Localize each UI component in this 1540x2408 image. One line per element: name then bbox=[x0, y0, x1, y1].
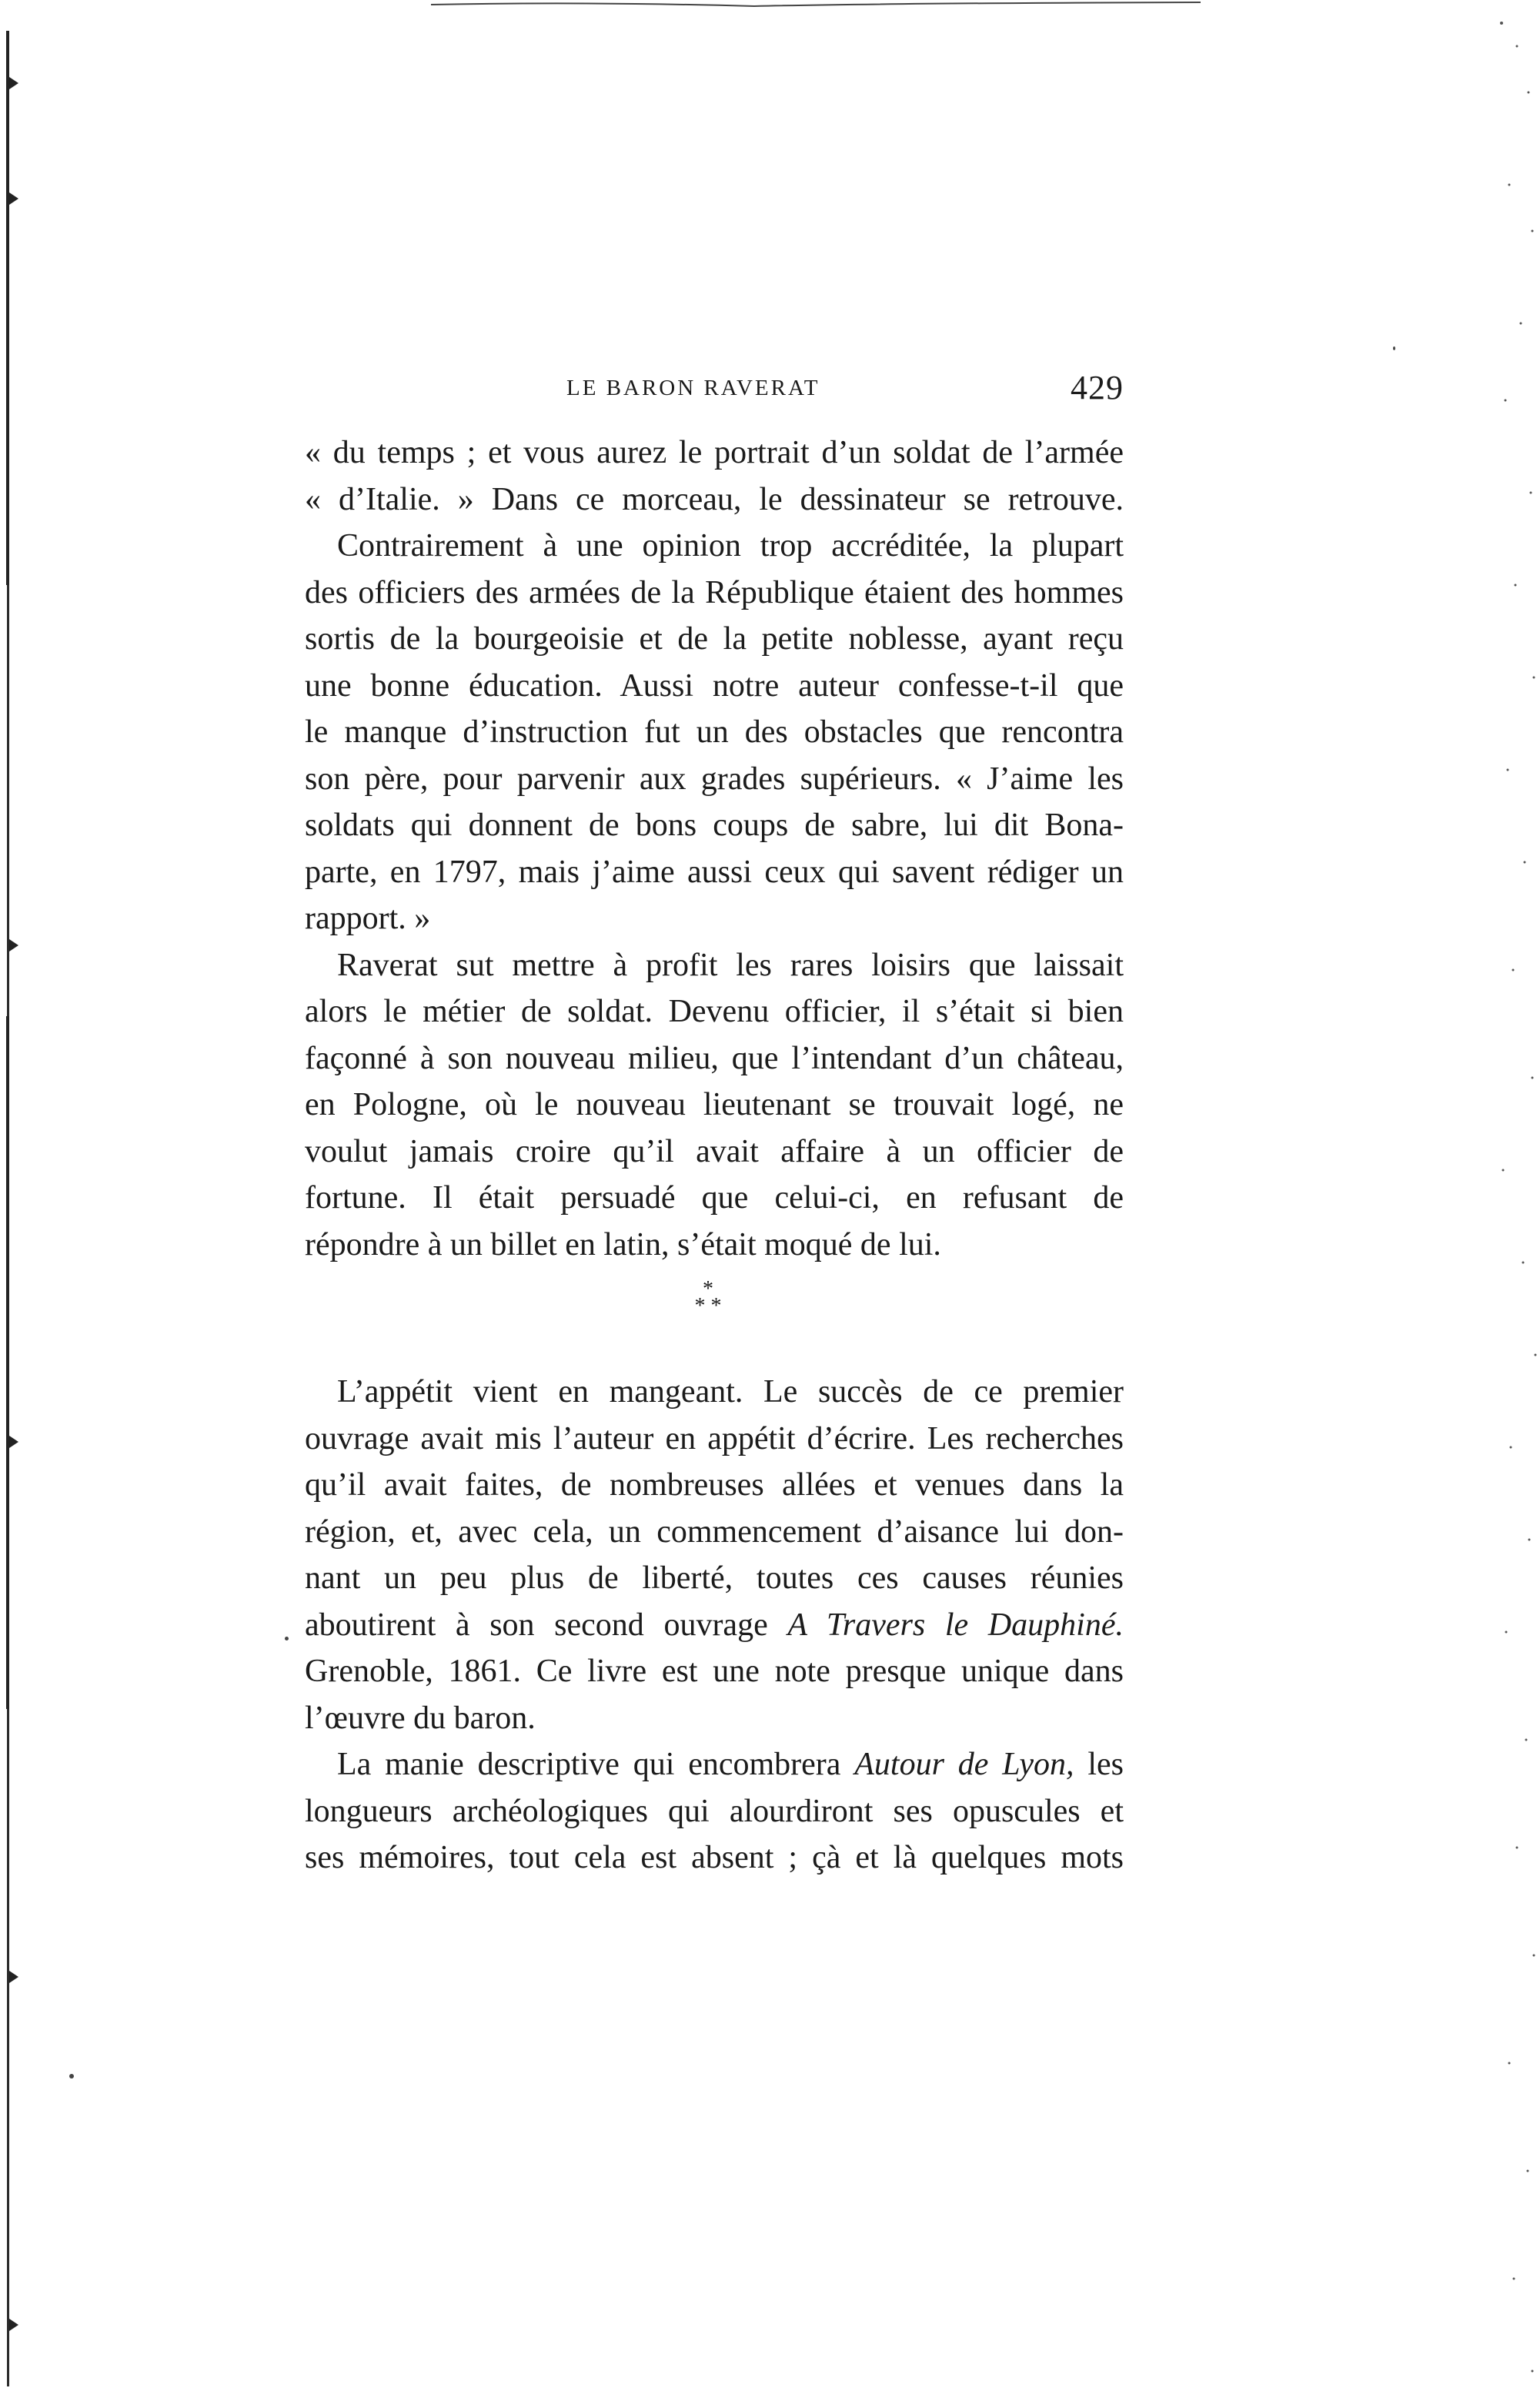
text-line: Raverat sut mettre à profit les rares loisirs que laissait bbox=[337, 947, 1124, 983]
text-line: qu’il avait faites, de nombreuses allées et venues dans la bbox=[305, 1467, 1124, 1503]
asterism-top: * bbox=[703, 1277, 713, 1301]
text-line: « d’Italie. » Dans ce morceau, le dessinateur se retrouve. bbox=[305, 481, 1124, 517]
running-title: LE BARON RAVERAT bbox=[566, 376, 820, 400]
text-line: longueurs archéologiques qui alourdiront ses opuscules et bbox=[305, 1793, 1124, 1829]
text-line: région, et, avec cela, un commencement d’aisance lui don- bbox=[305, 1513, 1124, 1550]
text-line: Contrairement à une opinion trop accréditée, la plupart bbox=[337, 528, 1124, 564]
text-line: en Pologne, où le nouveau lieutenant se trouvait logé, ne bbox=[305, 1087, 1124, 1122]
paragraph-2 bbox=[305, 523, 1124, 942]
text-line: le manque d’instruction fut un des obstacles que rencontra bbox=[305, 714, 1124, 750]
text-line: ses mémoires, tout cela est absent ; çà et là quelques mots bbox=[305, 1840, 1124, 1875]
text-line: une bonne éducation. Aussi notre auteur confesse-t-il que bbox=[305, 667, 1124, 704]
text-block-top bbox=[305, 430, 1124, 1268]
text-line: l’œuvre du baron. bbox=[305, 1700, 536, 1736]
text-block-bottom bbox=[305, 1369, 1124, 1881]
asterism-separator bbox=[677, 1277, 739, 1335]
ink-speck bbox=[69, 2074, 74, 2079]
binding-edge-shadow bbox=[0, 31, 20, 2386]
text-line: son père, pour parvenir aux grades supérieurs. « J’aime les bbox=[305, 761, 1124, 797]
top-edge-shadow bbox=[431, 0, 1201, 15]
italic-book-title: A Travers le Dauphiné. bbox=[787, 1607, 1124, 1643]
page-number: 429 bbox=[1071, 369, 1124, 406]
paragraph-4 bbox=[305, 1369, 1124, 1741]
text-line: rapport. » bbox=[305, 901, 431, 936]
text-line: façonné à son nouveau milieu, que l’intendant d’un château, bbox=[305, 1040, 1124, 1076]
text-line: soldats qui donnent de bons coups de sabre, lui dit Bona- bbox=[305, 808, 1124, 843]
text-line: sortis de la bourgeoisie et de la petite noblesse, ayant reçu bbox=[305, 621, 1124, 657]
paragraph-3 bbox=[305, 942, 1124, 1269]
text-fragment: La manie descriptive qui encombrera bbox=[337, 1747, 841, 1782]
text-line: nant un peu plus de liberté, toutes ces causes réunies bbox=[305, 1560, 1124, 1596]
italic-book-title: Autour de Lyon, bbox=[854, 1747, 1074, 1782]
text-line: voulut jamais croire qu’il avait affaire à un officier de bbox=[305, 1133, 1124, 1169]
text-line: « du temps ; et vous aurez le portrait d’un soldat de l’armée bbox=[305, 435, 1124, 470]
ink-speck bbox=[285, 1637, 289, 1640]
ink-speck bbox=[1393, 346, 1395, 350]
running-head bbox=[305, 368, 1124, 414]
text-line: alors le métier de soldat. Devenu officier, il s’était si bien bbox=[305, 994, 1124, 1029]
text-line: Grenoble, 1861. Ce livre est une note presque unique dans bbox=[305, 1654, 1124, 1689]
text-line: répondre à un billet en latin, s’était moqué de lui. bbox=[305, 1226, 941, 1263]
text-line: parte, en 1797, mais j’aime aussi ceux qui savent rédiger un bbox=[305, 854, 1124, 890]
text-line-with-title bbox=[305, 1602, 1124, 1649]
text-line: ouvrage avait mis l’auteur en appétit d’écrire. Les recherches bbox=[305, 1420, 1124, 1457]
paragraph-1 bbox=[305, 430, 1124, 523]
text-line-with-title bbox=[305, 1741, 1124, 1788]
text-fragment: les bbox=[1087, 1747, 1124, 1782]
asterism-bottom: * * bbox=[694, 1294, 722, 1318]
paragraph-5 bbox=[305, 1741, 1124, 1881]
text-line: fortune. Il était persuadé que celui-ci, en refusant de bbox=[305, 1180, 1124, 1216]
right-edge-specks bbox=[1478, 0, 1540, 2408]
text-line: L’appétit vient en mangeant. Le succès de ce premier bbox=[337, 1374, 1124, 1410]
text-line: des officiers des armées de la République étaient des hommes bbox=[305, 574, 1124, 610]
text-fragment: aboutirent à son second ouvrage bbox=[305, 1607, 768, 1643]
